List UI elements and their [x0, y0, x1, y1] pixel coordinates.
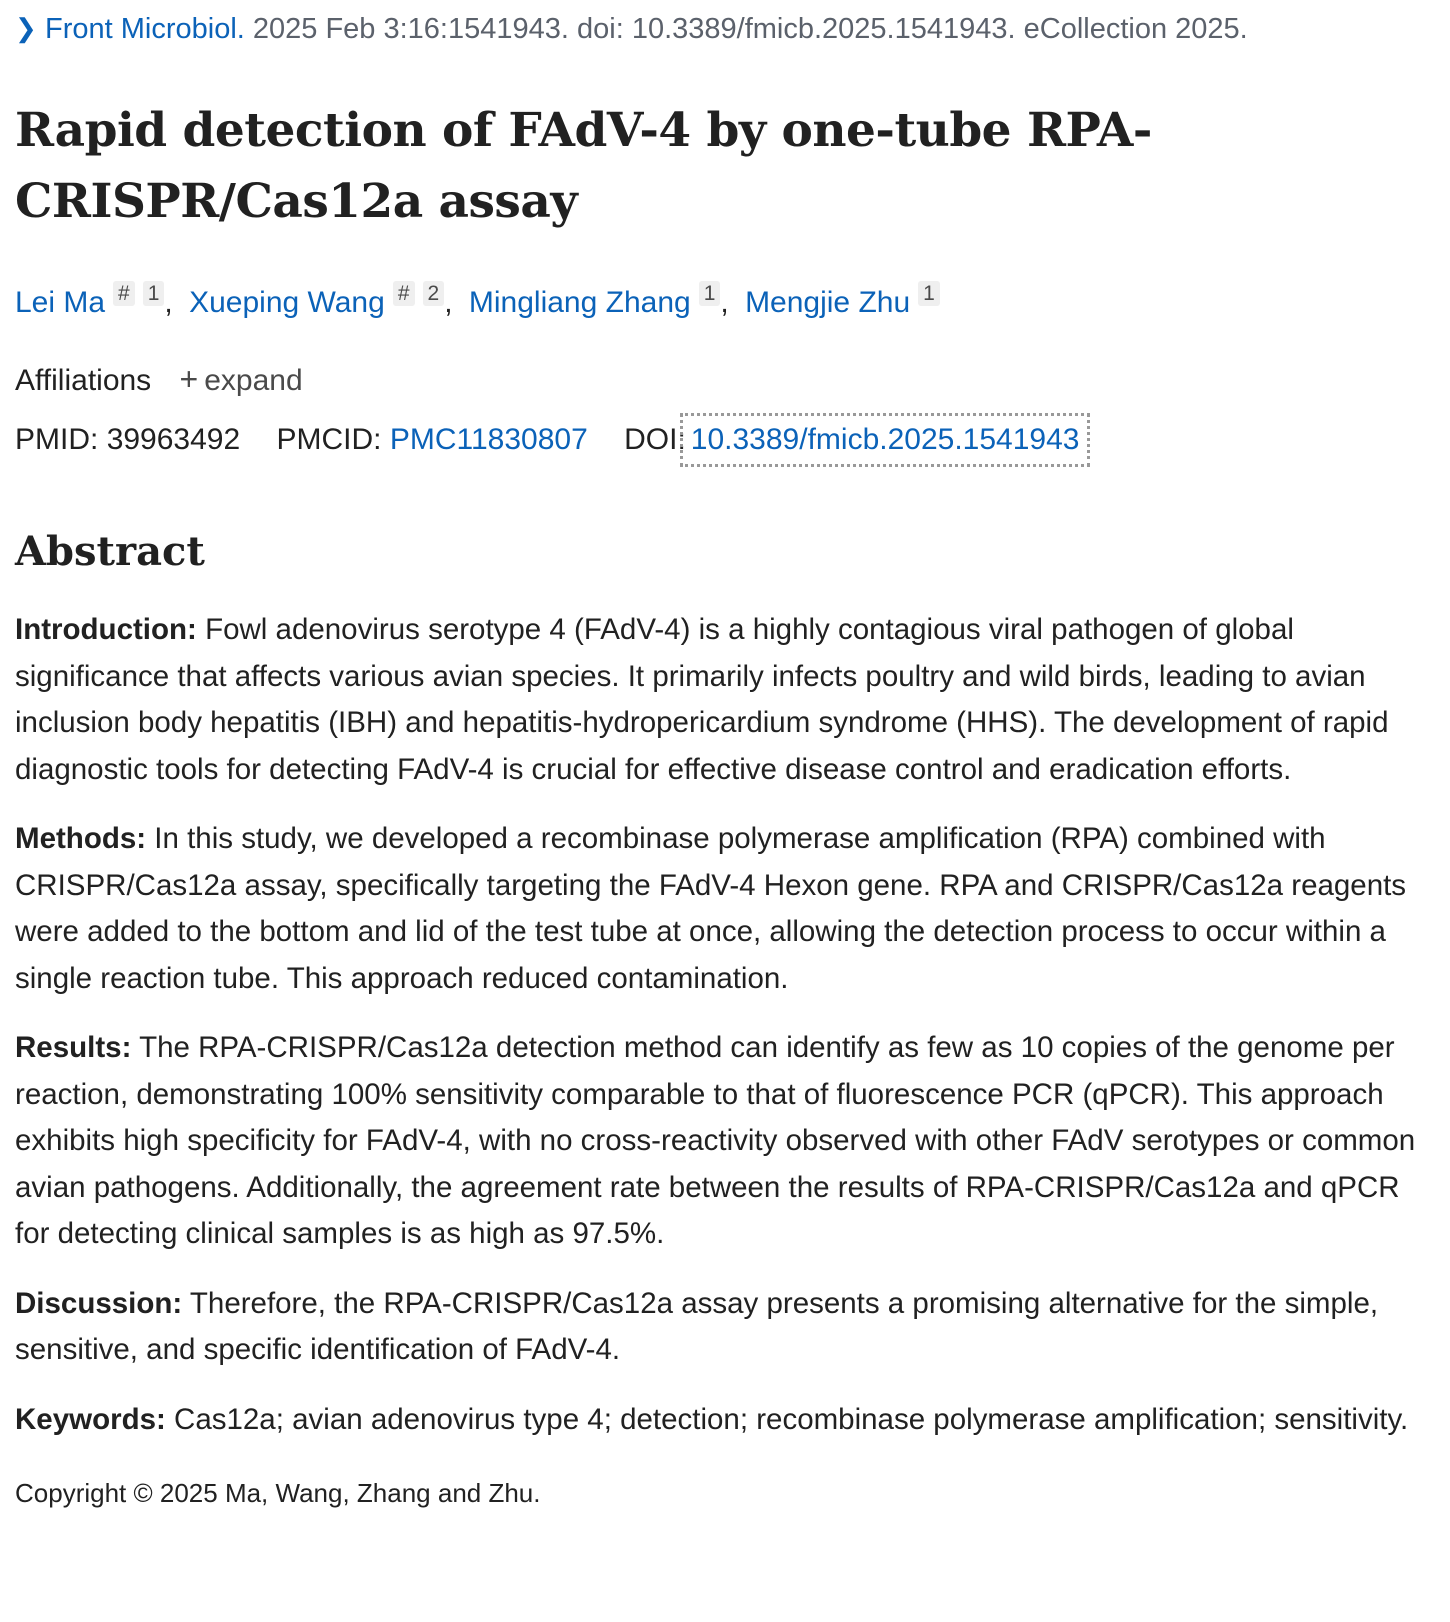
abstract-discussion	[15, 1281, 1434, 1374]
equal-contribution-badge[interactable]: #	[113, 281, 135, 306]
affiliation-badge[interactable]: 1	[699, 281, 721, 306]
citation-line	[15, 8, 1434, 49]
author-list	[15, 281, 1434, 323]
author-item	[15, 282, 181, 319]
keywords-text: Cas12a; avian adenovirus type 4; detection; recombinase polymerase amplification; sensitivity.	[174, 1402, 1409, 1436]
pmcid-label: PMCID:	[276, 423, 382, 456]
author-separator: ,	[164, 286, 173, 319]
abstract-methods	[15, 816, 1434, 1002]
copyright-notice: Copyright © 2025 Ma, Wang, Zhang and Zhu.	[15, 1478, 541, 1508]
affiliation-badge[interactable]: 1	[143, 281, 165, 306]
doi-label: DOI:	[624, 423, 686, 456]
abstract-results	[15, 1025, 1434, 1258]
pmid-value: 39963492	[106, 423, 241, 456]
author-separator: ,	[720, 286, 729, 319]
pmcid-link[interactable]: PMC11830807	[389, 423, 588, 456]
page-title: Rapid detection of FAdV-4 by one-tube RPA-CRISPR/Cas12a assay	[15, 103, 1152, 229]
plus-icon: +	[179, 361, 199, 397]
results-label: Results:	[15, 1031, 132, 1064]
author-link[interactable]: Mingliang Zhang	[468, 286, 691, 319]
methods-text: In this study, we developed a recombinase polymerase amplification (RPA) combined with CRISPR/Cas12a assay, specifically targeting the FAdV-4 Hexon gene. RPA and CRISPR/Cas12a reagents were added to the bottom and lid of the test tube at once, allowing the detection process to occur within a single reaction tube. This approach reduced contamination.	[15, 822, 1407, 995]
abstract-introduction	[15, 607, 1434, 793]
introduction-text: Fowl adenovirus serotype 4 (FAdV-4) is a highly contagious viral pathogen of global significance that affects various avian species. It primarily infects poultry and wild birds, leading to avian inclusion body hepatitis (IBH) and hepatitis-hydropericardium syndrome (HHS). The development of rapid diagnostic tools for detecting FAdV-4 is crucial for effective disease control and eradication efforts.	[15, 613, 1389, 786]
affiliation-badge[interactable]: 1	[918, 281, 940, 306]
affiliation-badge[interactable]: 2	[423, 281, 445, 306]
author-item	[745, 282, 940, 319]
introduction-label: Introduction:	[15, 613, 197, 646]
affiliations-expand-button[interactable]	[179, 361, 303, 397]
affiliations-label: Affiliations	[15, 364, 152, 397]
equal-contribution-badge[interactable]: #	[393, 281, 415, 306]
identifiers-row	[15, 413, 1434, 467]
author-link[interactable]: Lei Ma	[15, 286, 106, 319]
author-link[interactable]: Xueping Wang	[189, 286, 385, 319]
chevron-right-icon[interactable]: ❯	[15, 13, 37, 43]
expand-label: expand	[204, 364, 303, 397]
discussion-text: Therefore, the RPA-CRISPR/Cas12a assay presents a promising alternative for the simple, sensitive, and specific identification of FAdV-4.	[15, 1286, 1379, 1366]
methods-label: Methods:	[15, 822, 147, 855]
abstract-heading: Abstract	[15, 528, 205, 575]
author-link[interactable]: Mengjie Zhu	[745, 286, 911, 319]
author-item	[189, 282, 460, 319]
pmid-label: PMID:	[15, 423, 99, 456]
doi-link[interactable]: 10.3389/fmicb.2025.1541943	[690, 423, 1080, 456]
discussion-label: Discussion:	[15, 1286, 183, 1320]
keywords-label: Keywords:	[15, 1402, 166, 1436]
citation-details: 2025 Feb 3:16:1541943. doi: 10.3389/fmicb.2025.1541943. eCollection 2025.	[252, 13, 1248, 45]
affiliations-row	[15, 359, 1434, 401]
results-text: The RPA-CRISPR/Cas12a detection method can identify as few as 10 copies of the genome per reaction, demonstrating 100% sensitivity comparable to that of fluorescence PCR (qPCR). This approach exhibits high specificity for FAdV-4, with no cross-reactivity observed with other FAdV serotypes or common avian pathogens. Additionally, the agreement rate between the results of RPA-CRISPR/Cas12a and qPCR for detecting clinical samples is as high as 97.5%.	[15, 1031, 1416, 1250]
author-separator: ,	[444, 286, 453, 319]
journal-link[interactable]: Front Microbiol.	[45, 13, 245, 45]
author-item	[468, 282, 737, 319]
doi-focus-box[interactable]	[680, 413, 1091, 467]
abstract-keywords	[15, 1397, 1434, 1444]
